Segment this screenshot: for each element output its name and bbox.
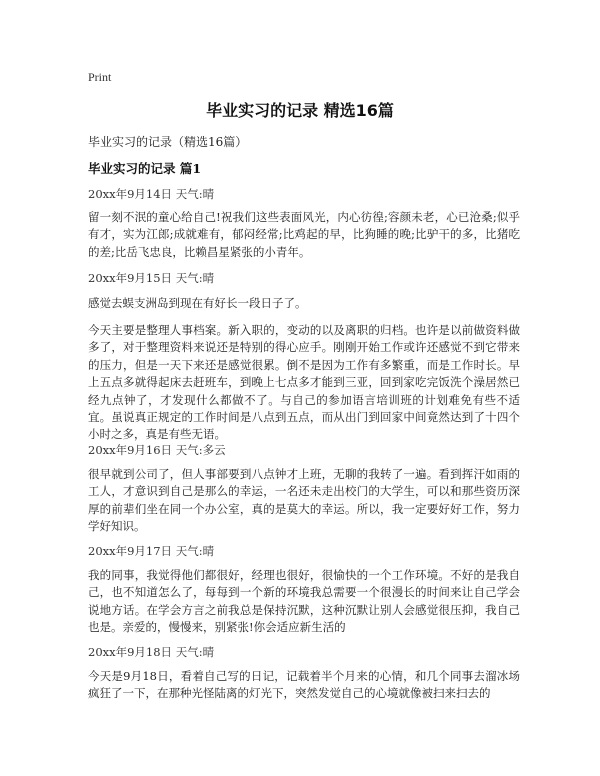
section-title: 毕业实习的记录 篇1: [88, 161, 202, 176]
entry-paragraph: 留一刻不泯的童心给自己!祝我们这些表面风光，内心彷徨;容颜未老，心已沧桑;似乎有才，实为江郎;成就难有，郁闷经常;比鸡起的早，比狗睡的晚;比驴干的多，比猪吃的差;比岳飞忠良，比赖昌星紧张的小青年。: [88, 210, 520, 259]
entry-paragraph: 今天主要是整理人事档案。新入职的，变动的以及离职的归档。也许是以前做资料做多了，对于整理资料来说还是特别的得心应手。刚刚开始工作或许还感觉不到它带来的压力，但是一天下来还是感觉很累。倒不是因为工作有多繁重，而是工作时长。早上五点多就得起床去赶班车，到晚上七点多才能到三亚，回到家吃完饭洗个澡居然已经九点钟了，才发现什么都做不了。与自己的参加语言培训班的计划难免有些不适宜。虽说真正规定的工作时间是八点到五点，而从出门到回家中间竟然达到了十四个小时之多，真是有些无语。: [88, 323, 520, 442]
print-label: Print: [88, 70, 112, 84]
entry-paragraph: 很早就到公司了，但人事部要到八点钟才上班，无聊的我转了一遍。看到挥汗如雨的工人，才意识到自己是那么的幸运，一名还未走出校门的大学生，可以和那些资历深厚的前辈们坐在同一个办公室，真的是莫大的幸运。所以，我一定要好好工作，努力学好知识。: [88, 467, 520, 534]
entry-date: 20xx年9月17日 天气:晴: [88, 544, 215, 558]
document-subtitle: 毕业实习的记录（精选16篇）: [88, 135, 248, 149]
entry-date: 20xx年9月18日 天气:晴: [88, 645, 215, 659]
entry-paragraph: 今天是9月18日，看着自己写的日记，记载着半个月来的心情，和几个同事去溜冰场疯狂了一下，在那种光怪陆离的灯光下，突然发觉自己的心境就像被扫来扫去的: [88, 669, 520, 701]
entry-date: 20xx年9月14日 天气:晴: [88, 187, 215, 201]
entry-date: 20xx年9月16日 天气:多云: [88, 443, 226, 457]
entry-paragraph: 我的同事，我觉得他们都很好，经理也很好，很愉快的一个工作环境。不好的是我自己，也不知道怎么了，每每到一个新的环境我总需要一个很漫长的时间来让自己学会说地方话。在学会方言之前我总是保持沉默，这种沉默让别人会感觉很压抑，我自己也是。亲爱的，慢慢来，别紧张!你会适应新生活的: [88, 568, 520, 635]
entry-date: 20xx年9月15日 天气:晴: [88, 271, 215, 285]
entry-paragraph: 感觉去蜈支洲岛到现在有好长一段日子了。: [88, 296, 307, 310]
document-title: 毕业实习的记录 精选16篇: [206, 101, 394, 120]
